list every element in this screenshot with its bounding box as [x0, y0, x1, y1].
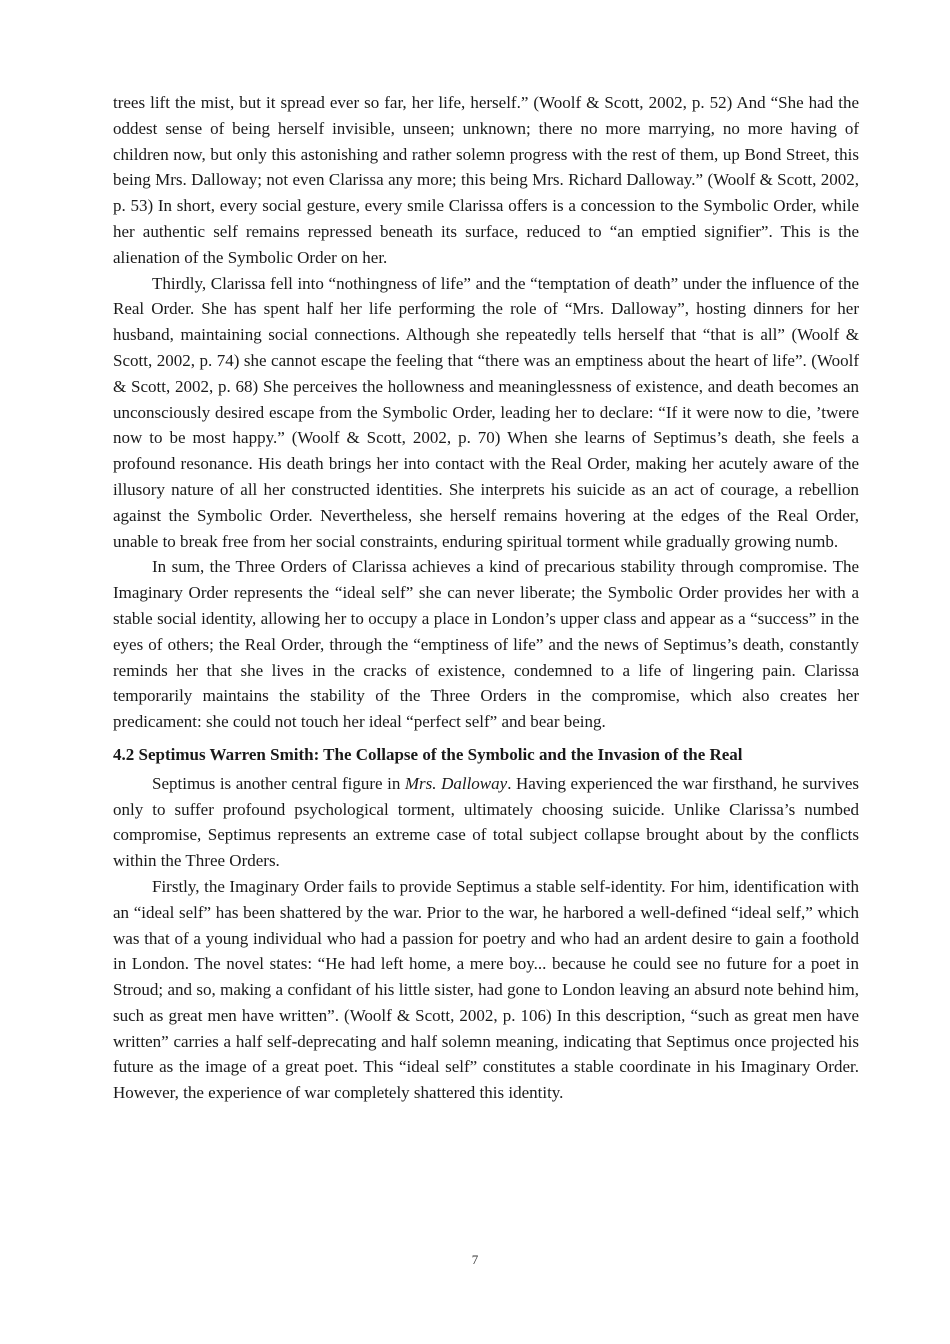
- document-body: [113, 90, 859, 1106]
- paragraph-text: . Having experienced the war firsthand, he survives only to suffer profound psychological torment, ultimately choosing suicide. Unlike Clarissa’s numbed compromise, Septimus represents an extreme case of total subject collapse brought about by the conflicts within the Three Orders.: [113, 773, 859, 871]
- paragraph: Firstly, the Imaginary Order fails to provide Septimus a stable self-identity. For him, identification with an “ideal self” has been shattered by the war. Prior to the war, he harbored a well-defined “ideal self,” which was that of a young individual who had a passion for poetry and who had an ardent desire to gain a foothold in London. The novel states: “He had left home, a mere boy... because he could see no future for a poet in Stroud; and so, making a confidant of his little sister, had gone to London leaving an absurd note behind him, such as great men have written”. (Woolf & Scott, 2002, p. 106) In this description, “such as great men have written” carries a half self-deprecating and half solemn meaning, indicating that Septimus once projected his future as the image of a great poet. This “ideal self” constitutes a stable coordinate in his Imaginary Order. However, the experience of war completely shattered this identity.: [113, 876, 859, 1103]
- paragraph: [113, 771, 859, 874]
- paragraph: trees lift the mist, but it spread ever so far, her life, herself.” (Woolf & Scott, 2002, p. 52) And “She had the oddest sense of being herself invisible, unseen; unknown; there no more marrying, no more having of children now, but only this astonishing and rather solemn progress with the rest of them, up Bond Street, this being Mrs. Dalloway; not even Clarissa any more; this being Mrs. Richard Dalloway.” (Woolf & Scott, 2002, p. 53) In short, every social gesture, every smile Clarissa offers is a concession to the Symbolic Order, while her authentic self remains repressed beneath its surface, reduced to “an emptied signifier”. This is the alienation of the Symbolic Order on her.: [113, 93, 859, 267]
- paragraph-text: Septimus is another central figure in: [152, 773, 405, 793]
- paragraph: In sum, the Three Orders of Clarissa achieves a kind of precarious stability through compromise. The Imaginary Order represents the “ideal self” she can never liberate; the Symbolic Order provides her with a stable social identity, allowing her to occupy a place in London’s upper class and appear as a “success” in the eyes of others; the Real Order, through the “emptiness of life” and the news of Septimus’s death, constantly reminds her that she lives in the cracks of existence, condemned to a life of lingering pain. Clarissa temporarily maintains the stability of the Three Orders in the compromise, which also creates her predicament: she could not touch her ideal “perfect self” and bear being.: [113, 557, 859, 732]
- paragraph: Thirdly, Clarissa fell into “nothingness of life” and the “temptation of death” under the influence of the Real Order. She has spent half her life performing the role of “Mrs. Dalloway”, hosting dinners for her husband, maintaining social connections. Although she repeatedly tells herself that “that is all” (Woolf & Scott, 2002, p. 74) she cannot escape the feeling that “there was an emptiness about the heart of life”. (Woolf & Scott, 2002, p. 68) She perceives the hollowness and meaninglessness of existence, and death becomes an unconsciously desired escape from the Symbolic Order, leading her to declare: “If it were now to die, ’twere now to be most happy.” (Woolf & Scott, 2002, p. 70) When she learns of Septimus’s death, she feels a profound resonance. His death brings her into contact with the Real Order, making her acutely aware of the illusory nature of all her constructed identities. She interprets his suicide as an act of courage, a rebellion against the Symbolic Order. Nevertheless, she herself remains hovering at the edges of the Real Order, unable to break free from her social constraints, enduring spiritual torment while gradually growing numb.: [113, 273, 859, 551]
- section-heading: 4.2 Septimus Warren Smith: The Collapse of the Symbolic and the Invasion of the Real: [113, 744, 743, 764]
- book-title: Mrs. Dalloway: [404, 773, 508, 793]
- page-number: 7: [471, 1252, 479, 1267]
